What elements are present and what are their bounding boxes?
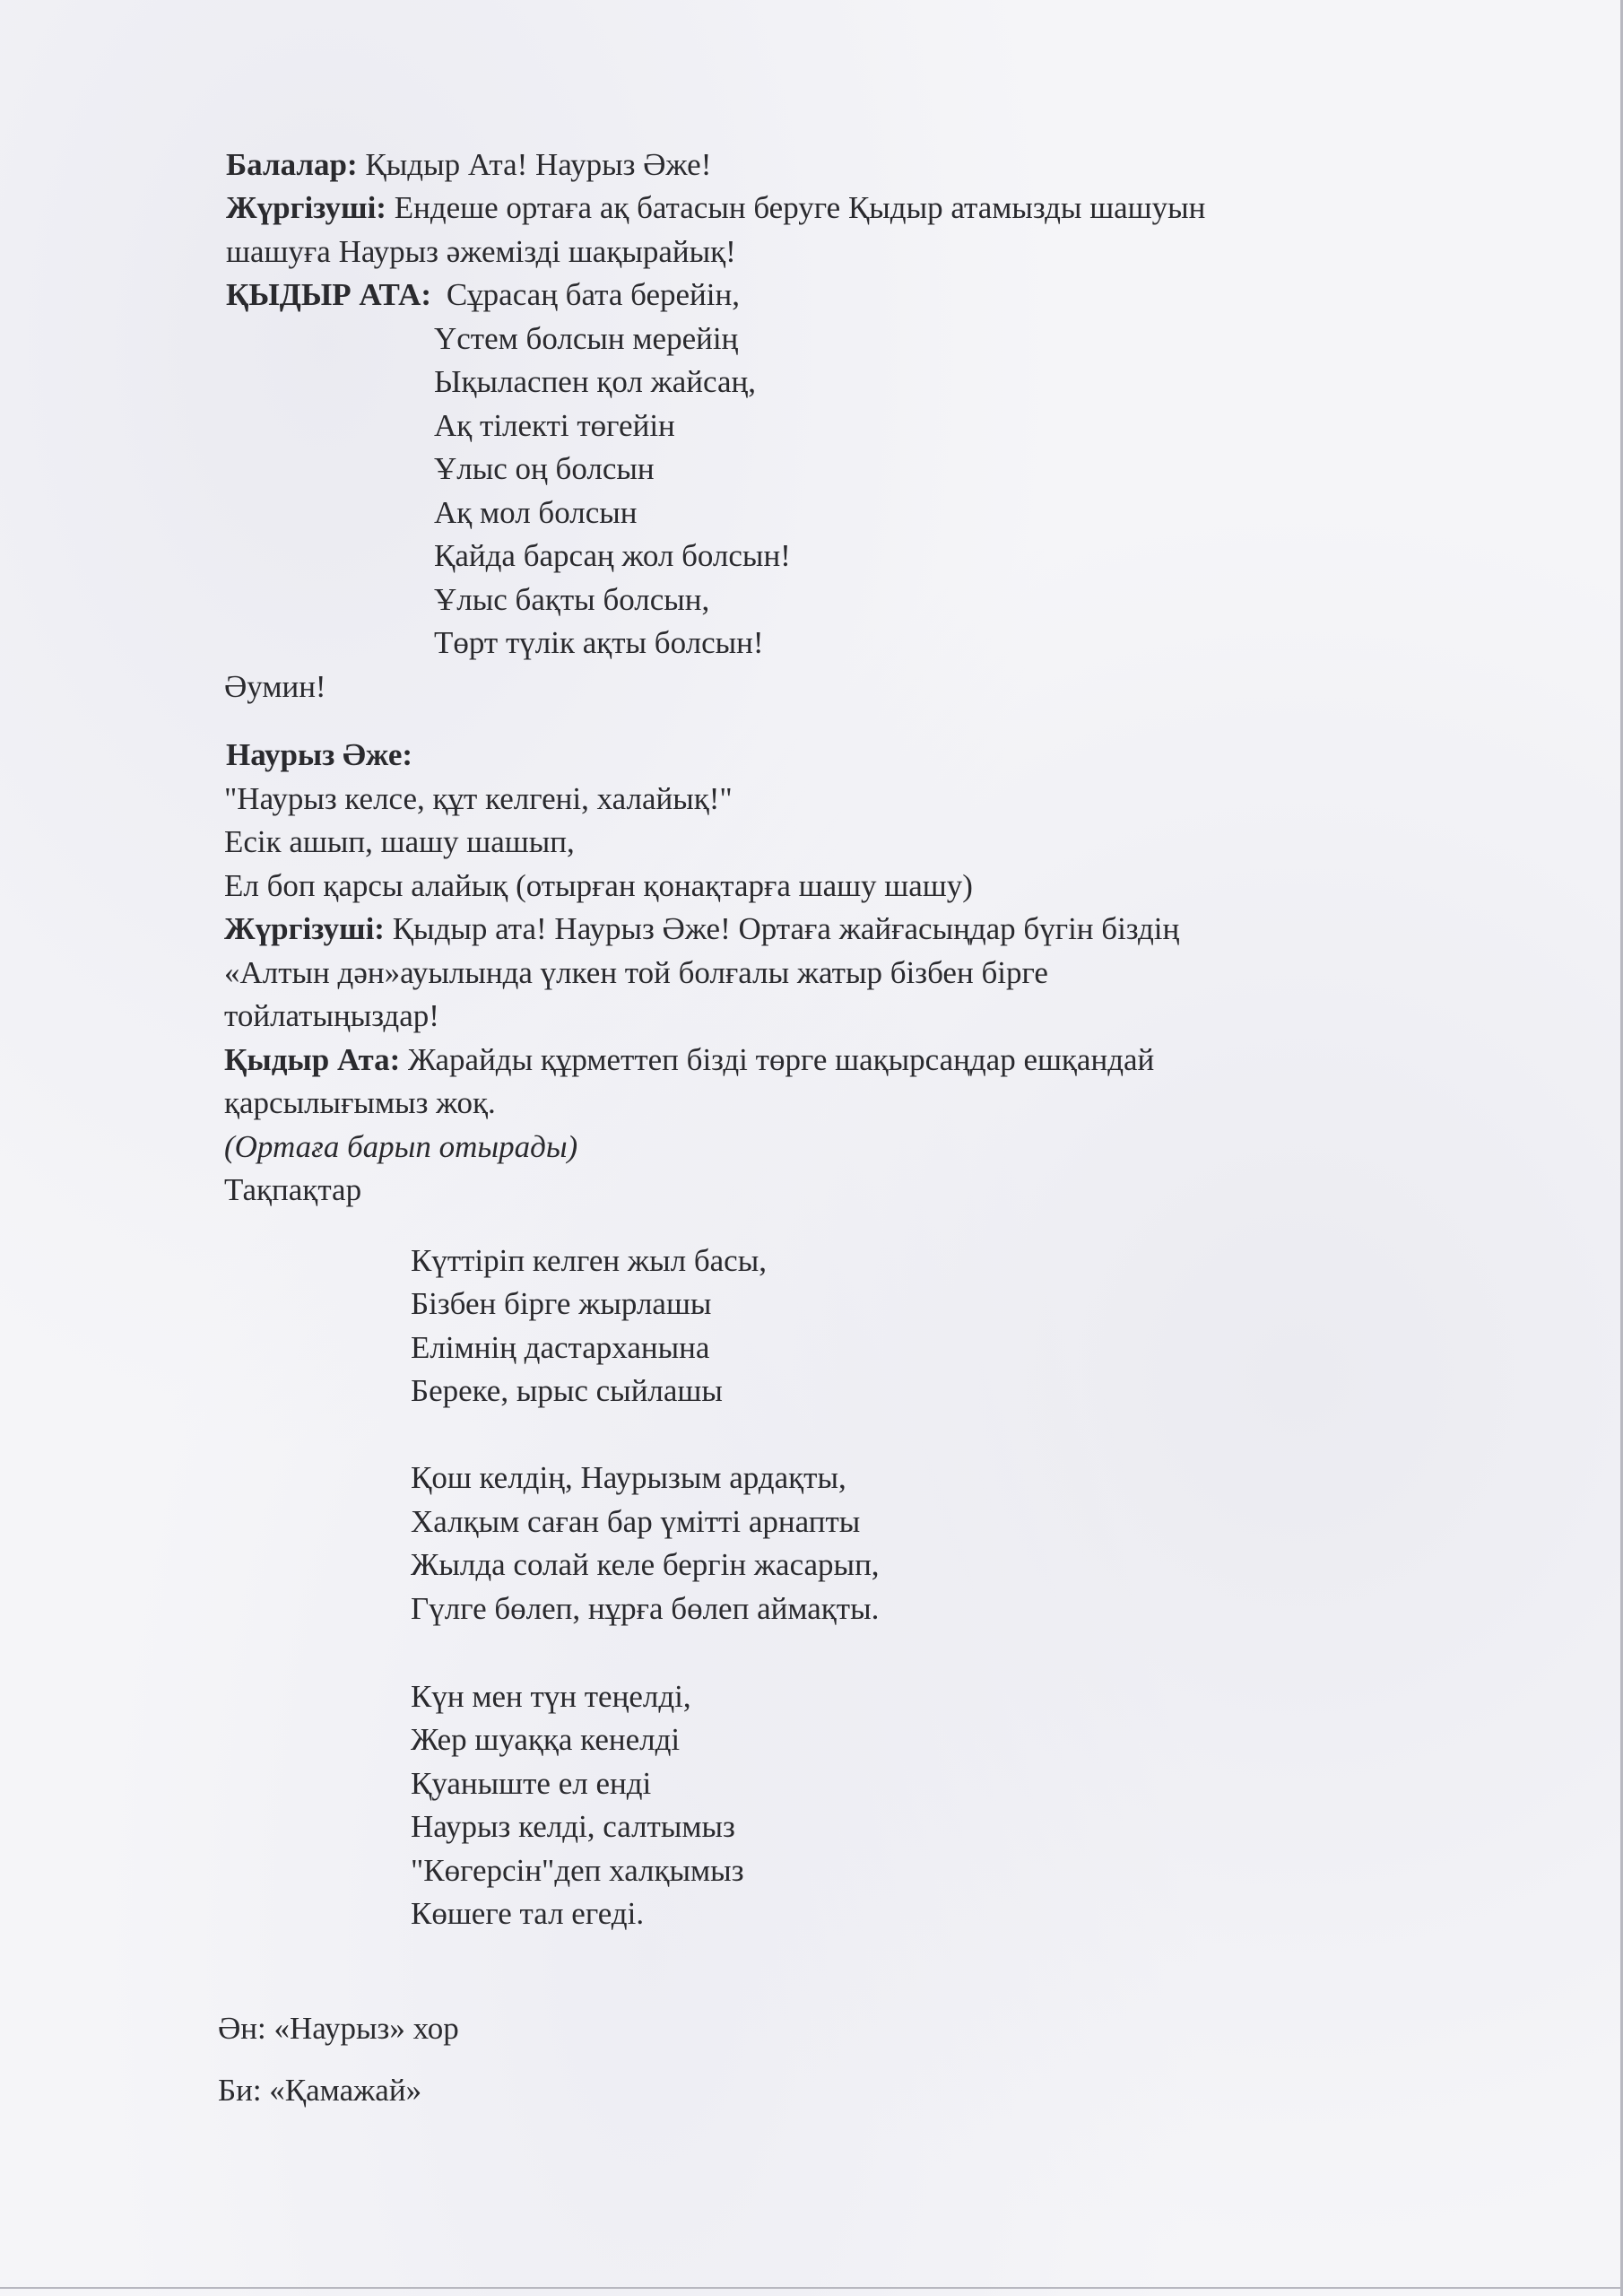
stanza-3-line: Көшеге тал егеді. [411,1896,645,1931]
host-line-1 [226,187,1205,230]
speaker-label: Жүргізуші: [224,911,385,946]
children-line [226,144,711,187]
speaker-label: Жүргізуші: [226,190,386,225]
stanza-3-line: Наурыз келді, салтымыз [411,1809,735,1844]
kydyr-reply-line-1 [224,1039,1154,1083]
stanza-2-line: Жылда солай келе бергін жасарып, [411,1547,880,1582]
speaker-label: ҚЫДЫР АТА: [226,277,432,312]
kydyr-reply-line-2: қарсылығымыз жоқ. [224,1085,496,1120]
stanza-3-line: Күн мен түн теңелді, [411,1679,691,1714]
stage-direction: (Ортаға барып отырады) [224,1129,578,1164]
nauryz-ana-speaker: Наурыз Әже: [226,737,413,772]
stanza-1-line: Елімнің дастарханына [411,1330,710,1365]
nauryz-ana-line: Есік ашып, шашу шашып, [224,824,575,859]
stanza-3-line: Қуаныште ел енді [411,1766,652,1801]
nauryz-ana-line: Ел боп қарсы алайық (отырған қонақтарға шашу шашу) [224,868,973,903]
blessing-line: Қайда барсаң жол болсын! [434,538,791,573]
stanza-1-line: Күттіріп келген жыл басы, [411,1243,767,1278]
speaker-label: Қыдыр Ата: [224,1042,401,1077]
line-text: Сұрасаң бата берейін, [446,277,740,312]
blessing-line: Ұлыс бақты болсын, [434,582,710,617]
takpaktar-heading: Тақпақтар [224,1172,362,1207]
host2-line-2: «Алтын дән»ауылында үлкен той болғалы жатыр бізбен бірге [224,955,1048,990]
amen-line: Әумин! [224,669,326,704]
host-line-2: шашуға Наурыз әжемізді шақырайық! [226,234,736,269]
stanza-1-line: Береке, ырыс сыйлашы [411,1373,723,1408]
song-line: Ән: «Наурыз» хор [218,2011,459,2046]
nauryz-ana-line: "Наурыз келсе, құт келгені, халайық!" [224,781,733,816]
line-text: Жарайды құрметтеп бізді төрге шақырсаңдар ешқандай [408,1042,1155,1077]
stanza-2-line: Халқым саған бар үмітті арнапты [411,1504,861,1539]
dance-line: Би: «Қамажай» [218,2073,422,2108]
blessing-line: Ықыласпен қол жайсаң, [434,364,757,399]
host2-line-1 [224,908,1179,952]
blessing-line: Үстем болсын мерейің [434,321,739,356]
kydyr-blessing-first-line [226,274,740,317]
speaker-label: Балалар: [226,147,358,182]
host2-line-3: тойлатыңыздар! [224,998,439,1033]
blessing-line: Төрт түлік ақты болсын! [434,625,764,660]
line-text: Қыдыр Ата! Наурыз Әже! [365,147,712,182]
stanza-2-line: Қош келдің, Наурызым ардақты, [411,1460,846,1495]
stanza-2-line: Гүлге бөлеп, нұрға бөлеп аймақты. [411,1591,880,1626]
line-text: Қыдыр ата! Наурыз Әже! Ортаға жайғасыңдар бүгін біздің [392,911,1180,946]
stanza-1-line: Бізбен бірге жырлашы [411,1286,712,1321]
blessing-line: Ақ мол болсын [434,495,638,530]
stanza-3-line: "Көгерсін"деп халқымыз [411,1853,744,1888]
blessing-line: Ақ тілекті төгейін [434,408,675,443]
stanza-3-line: Жер шуаққа кенелді [411,1722,681,1757]
line-text: Ендеше ортаға ақ батасын беруге Қыдыр атамызды шашуын [394,190,1206,225]
blessing-line: Ұлыс оң болсын [434,451,655,486]
